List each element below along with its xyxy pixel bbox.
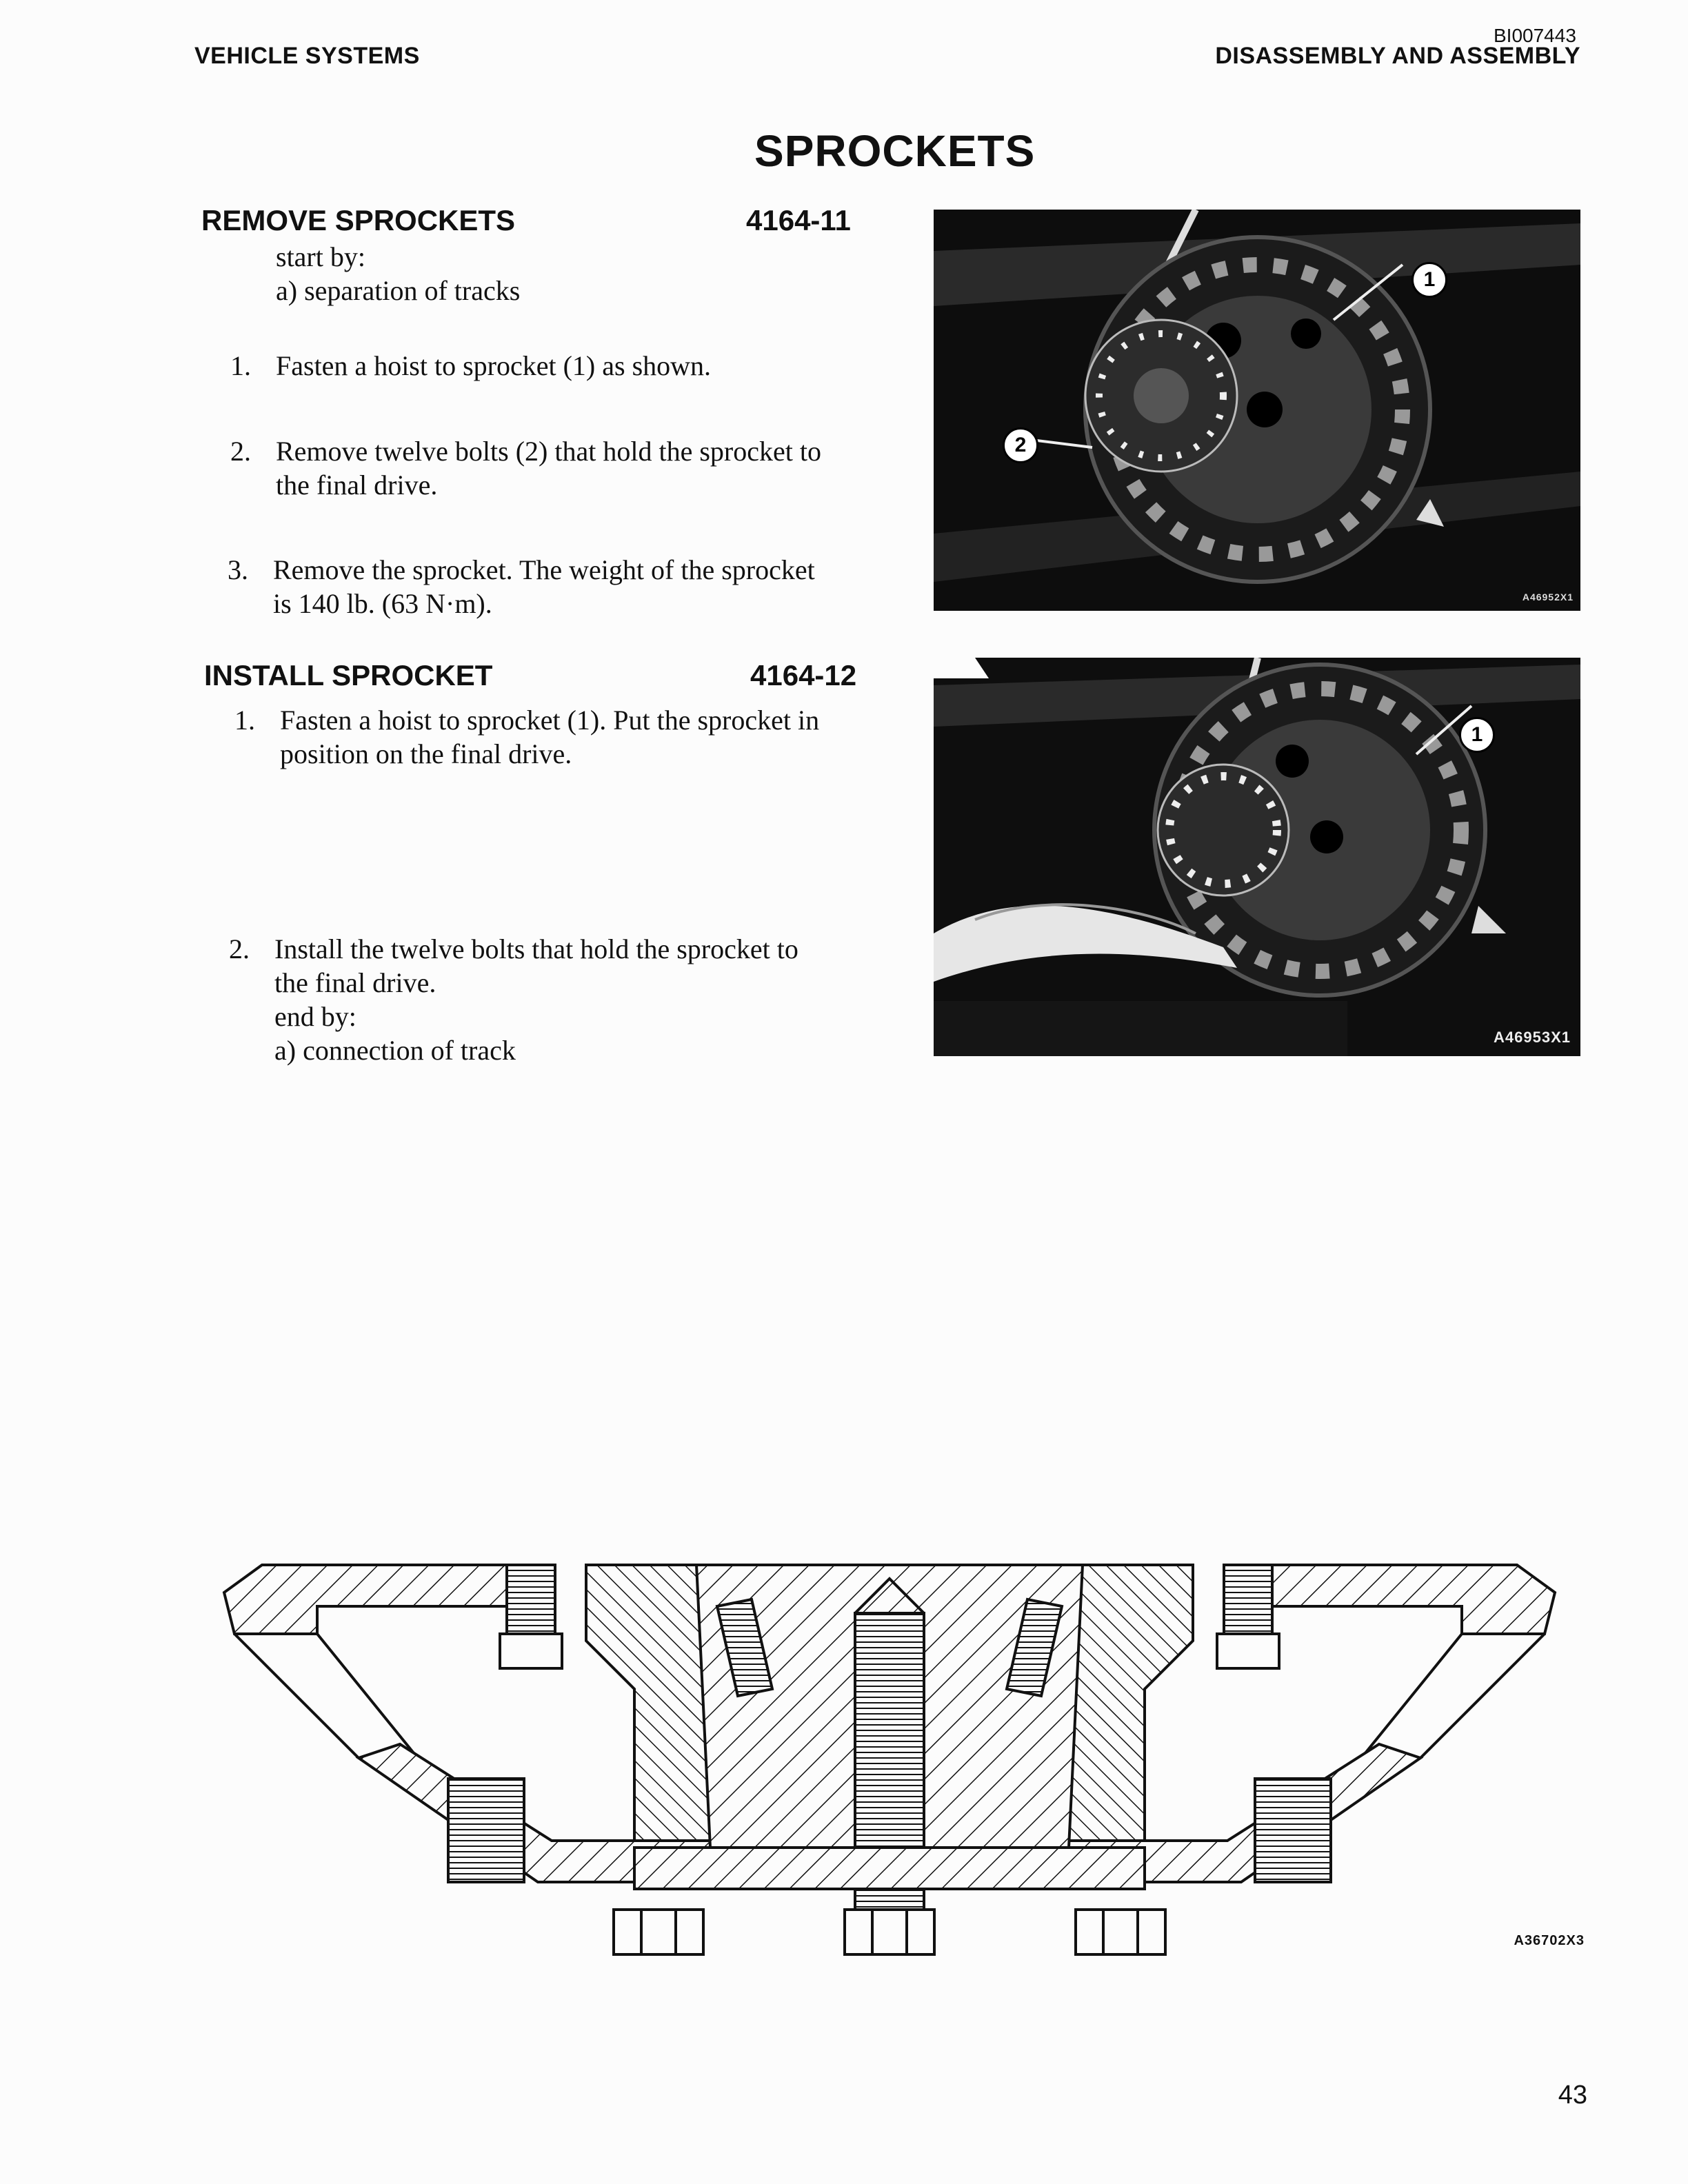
install-code: 4164-12 (750, 659, 857, 691)
step-number: 1. (230, 350, 251, 381)
page-number: 43 (1558, 2081, 1587, 2110)
document-id: BI007443 (1494, 25, 1576, 46)
step-text-continued: the final drive. (276, 469, 438, 501)
remove-start-by: start by: (276, 241, 365, 272)
step-text: Fasten a hoist to sprocket (1). Put the sprocket in (280, 705, 820, 736)
install-end-by: end by: (274, 1001, 356, 1032)
remove-step-1 (230, 349, 892, 390)
step-text-continued: the final drive. (274, 967, 436, 998)
removal-photo-illustration (934, 210, 1580, 611)
removal-photo (934, 210, 1580, 611)
step-text: Install the twelve bolts that hold the sprocket to (274, 933, 798, 964)
header-left: VEHICLE SYSTEMS (194, 43, 420, 69)
step-text-continued: is 140 lb. (63 N·m). (273, 588, 492, 619)
callout-1: 1 (1411, 262, 1447, 298)
install-photo-illustration (934, 658, 1580, 1056)
remove-code: 4164-11 (746, 204, 851, 236)
step-number: 2. (230, 436, 251, 467)
step-text: Fasten a hoist to sprocket (1) as shown. (276, 350, 712, 381)
install-step-1 (234, 703, 896, 772)
step-number: 1. (234, 705, 255, 736)
step-number: 2. (229, 933, 250, 964)
install-photo (934, 658, 1580, 1056)
sprocket-cross-section-drawing (214, 1551, 1586, 1965)
install-step-2 (229, 932, 891, 1070)
step-text: Remove twelve bolts (2) that hold the sprocket to (276, 436, 821, 467)
install-heading: INSTALL SPROCKET (204, 659, 493, 691)
remove-step-2 (230, 434, 892, 503)
callout-1: 1 (1459, 717, 1495, 753)
drawing-caption: A36702X3 (1514, 1933, 1585, 1948)
step-text: Remove the sprocket. The weight of the sprocket (273, 554, 815, 585)
remove-step-3 (228, 553, 890, 622)
callout-2: 2 (1003, 427, 1038, 463)
remove-start-a: a) separation of tracks (276, 275, 521, 306)
step-text-continued: position on the final drive. (280, 738, 572, 769)
page-title: SPROCKETS (754, 126, 1036, 176)
step-number: 3. (228, 554, 248, 585)
remove-heading: REMOVE SPROCKETS (201, 204, 516, 236)
photo2-caption: A46953X1 (1494, 1029, 1571, 1046)
header-right: DISASSEMBLY AND ASSEMBLY (1215, 43, 1580, 69)
photo1-caption: A46952X1 (1522, 592, 1574, 603)
install-end-a: a) connection of track (274, 1035, 516, 1066)
